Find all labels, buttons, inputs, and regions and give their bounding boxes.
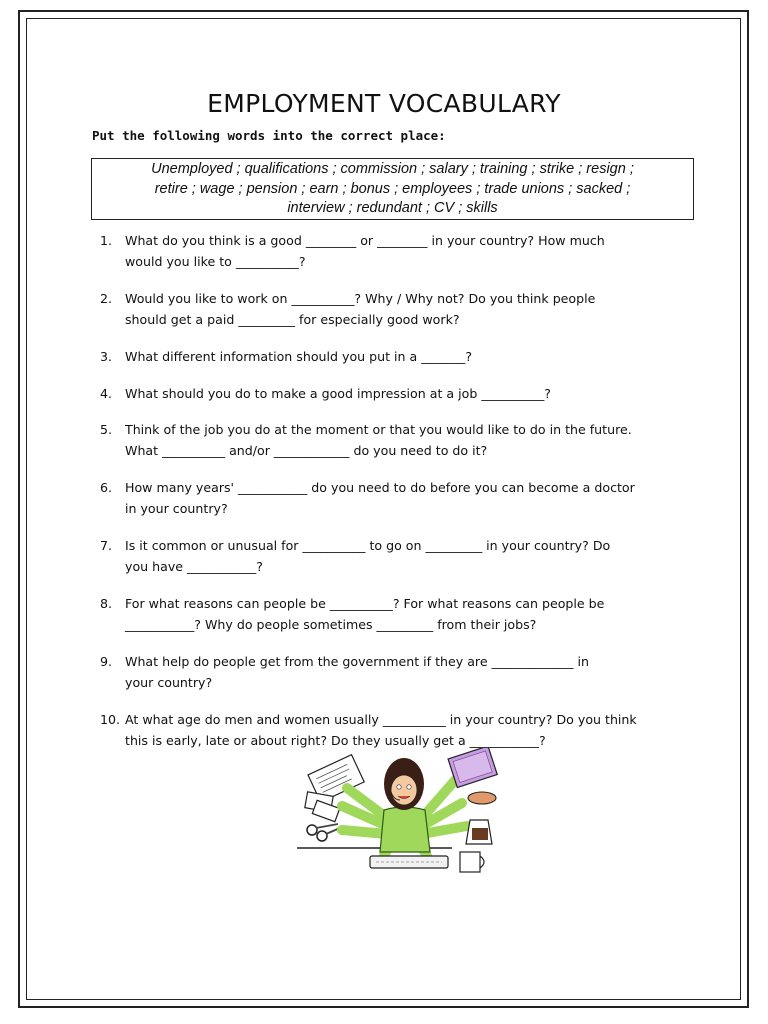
question-line: What __________ and/or ____________ do you need to do it? <box>125 443 488 458</box>
question-line: What help do people get from the government if they are _____________ in <box>125 654 589 669</box>
question-line: What do you think is a good ________ or ________ in your country? How much <box>125 233 605 248</box>
question-line: What should you do to make a good impression at a job __________? <box>125 386 551 401</box>
question-line: in your country? <box>125 501 228 516</box>
question-line: this is early, late or about right? Do they usually get a ___________? <box>125 733 546 748</box>
word-bank-line: retire ; wage ; pension ; earn ; bonus ; employees ; trade unions ; sacked ; <box>154 180 631 197</box>
question-number: 5. <box>100 422 113 437</box>
word-bank-box <box>91 158 694 220</box>
word-bank-line: interview ; redundant ; CV ; skills <box>287 200 498 216</box>
question-line: What different information should you put in a _______? <box>125 349 473 364</box>
question-number: 2. <box>100 291 113 306</box>
question-line: At what age do men and women usually __________ in your country? Do you think <box>125 712 637 727</box>
question-line: should get a paid _________ for especially good work? <box>125 312 460 327</box>
word-bank-line: Unemployed ; qualifications ; commission ; salary ; training ; strike ; resign ; <box>151 161 634 177</box>
worksheet-title: EMPLOYMENT VOCABULARY <box>207 89 561 118</box>
question-line: your country? <box>125 675 213 690</box>
question-line: would you like to __________? <box>125 254 306 269</box>
question-line: ___________? Why do people sometimes _________ from their jobs? <box>125 617 537 632</box>
question-number: 10. <box>100 712 121 727</box>
question-line: For what reasons can people be __________? For what reasons can people be <box>125 596 605 611</box>
question-line: How many years' ___________ do you need to do before you can become a doctor <box>125 480 635 495</box>
question-number: 9. <box>100 654 113 669</box>
question-line: Would you like to work on __________? Why / Why not? Do you think people <box>125 291 596 306</box>
question-number: 7. <box>100 538 113 553</box>
question-line: Think of the job you do at the moment or that you would like to do in the future. <box>125 422 632 437</box>
instruction-text: Put the following words into the correct place: <box>92 128 446 143</box>
question-number: 4. <box>100 386 113 401</box>
busy-office-worker-illustration <box>292 748 517 878</box>
question-line: Is it common or unusual for __________ to go on _________ in your country? Do <box>125 538 611 553</box>
question-number: 3. <box>100 349 113 364</box>
question-number: 1. <box>100 233 113 248</box>
question-line: you have ___________? <box>125 559 263 574</box>
question-number: 8. <box>100 596 113 611</box>
question-number: 6. <box>100 480 113 495</box>
